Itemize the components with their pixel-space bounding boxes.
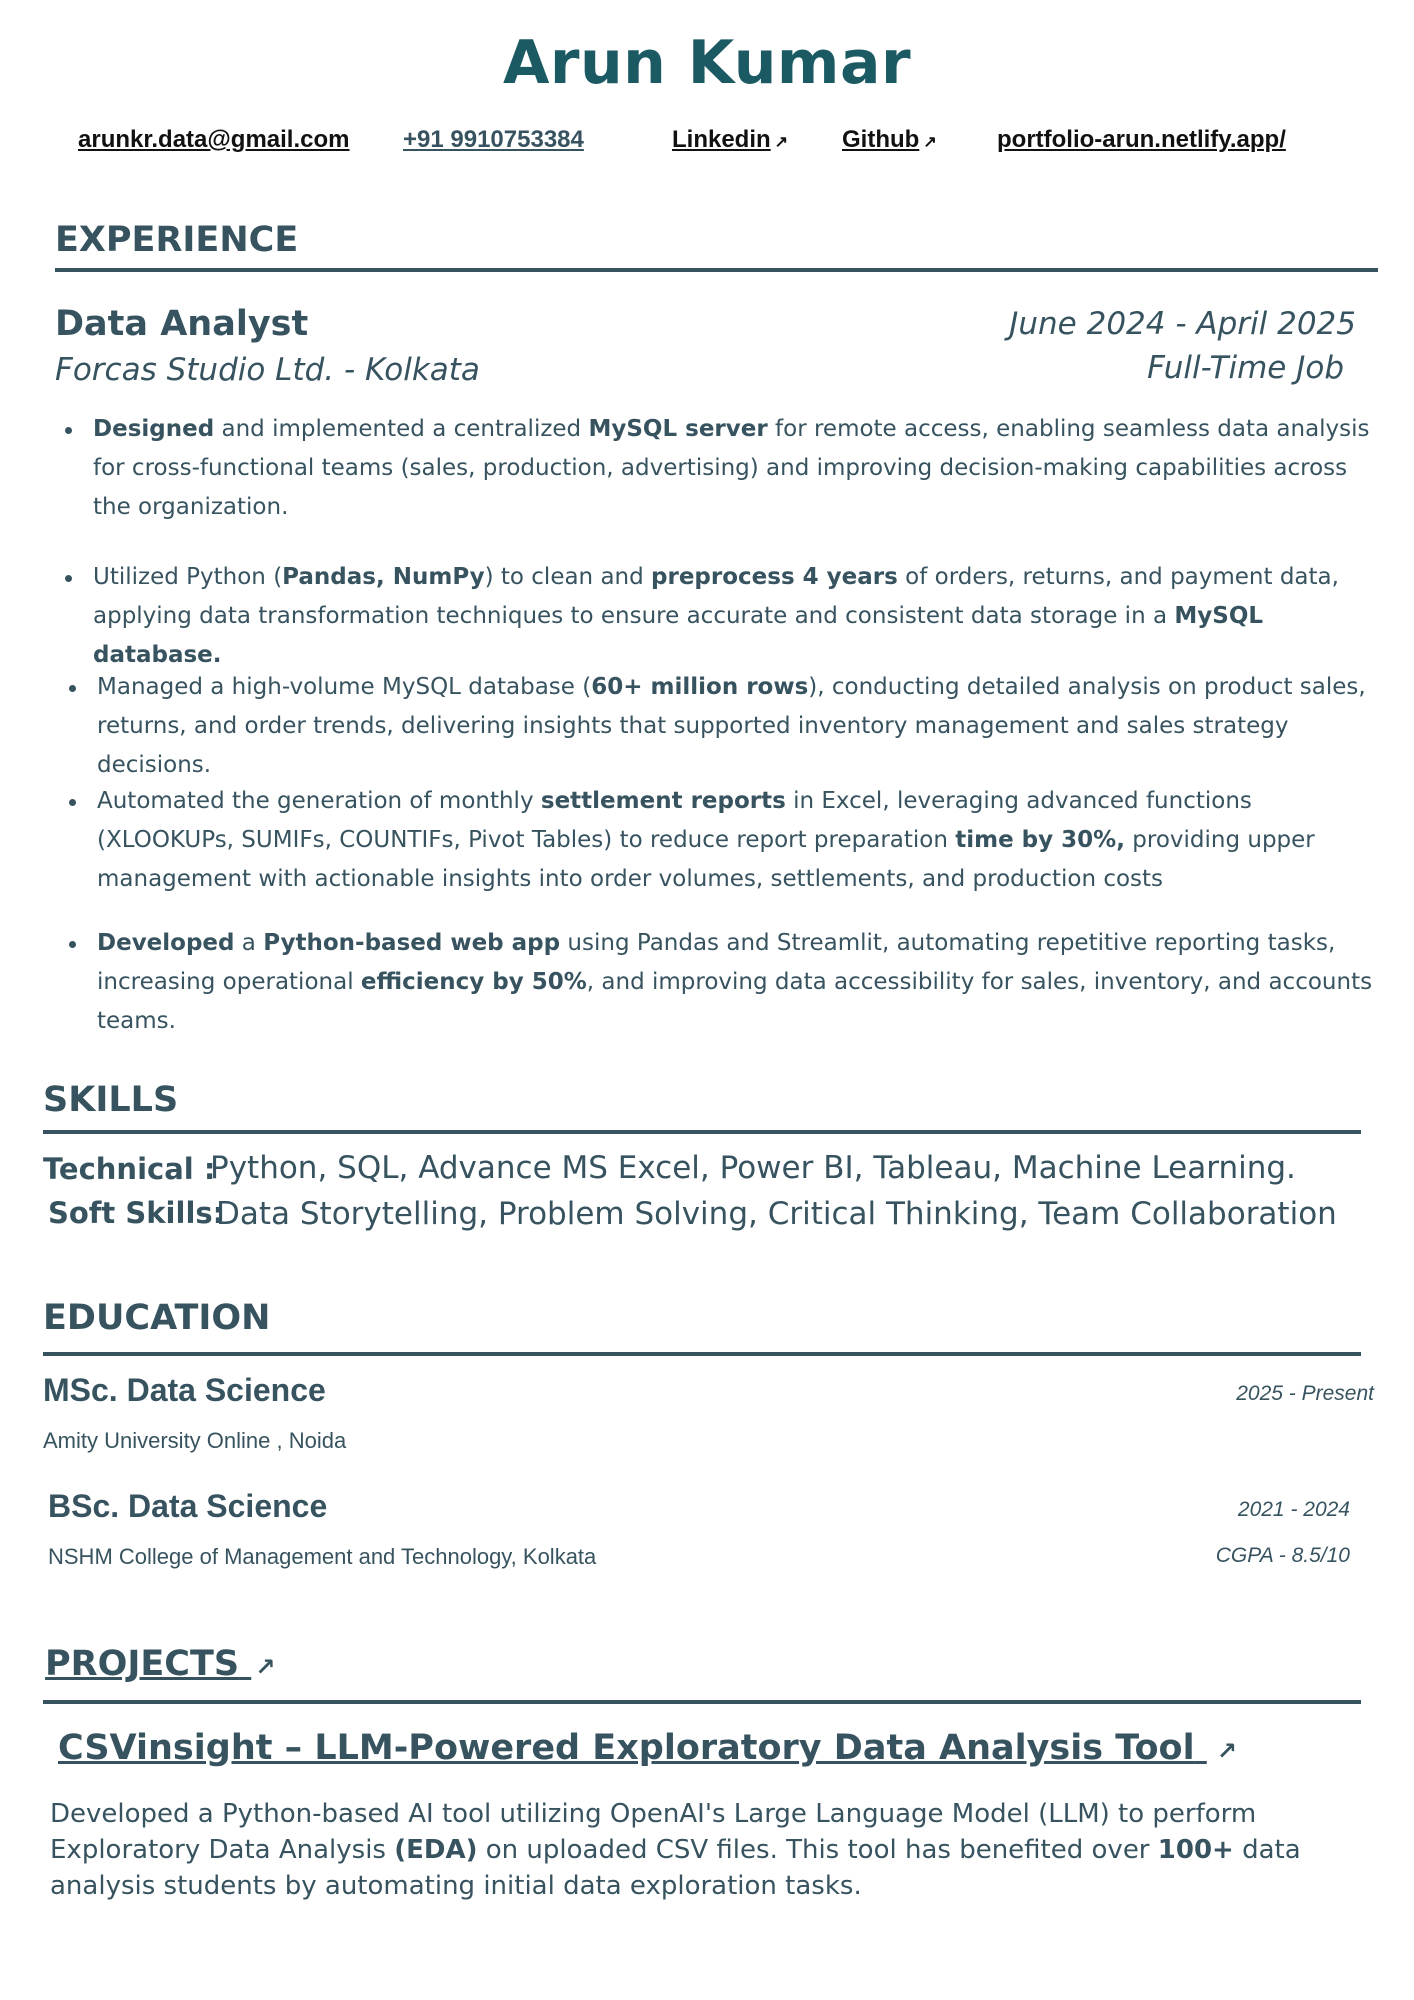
project-description-text-bold-run: 100+	[1157, 1835, 1234, 1865]
bullet-text-run: Automated the generation of monthly	[97, 788, 541, 814]
bullet-text-bold-run: preprocess 4 years	[651, 564, 898, 590]
experience-heading: EXPERIENCE	[55, 220, 299, 260]
experience-bullet	[97, 782, 1387, 899]
bullet-text-bold-run: 60+ million rows	[591, 674, 809, 700]
school-name: NSHM College of Management and Technology, Kolkata	[48, 1544, 597, 1569]
phone-text: +91 9910753384	[403, 126, 584, 153]
phone-link[interactable]	[403, 126, 584, 154]
project-description-text-run: data analysis students by automating initial data exploration tasks.	[50, 1835, 1301, 1901]
bullet-text-run: using Pandas and Streamlit, automating repetitive reporting tasks, increasing operational	[97, 930, 1336, 995]
job-type: Full-Time Job	[1147, 350, 1344, 386]
cgpa: CGPA - 8.5/10	[1215, 1544, 1350, 1567]
external-link-arrow-icon: ↗	[1216, 1737, 1237, 1765]
bullet-text-bold-run: settlement reports	[540, 788, 786, 814]
experience-divider	[55, 268, 1378, 272]
degree-title: BSc. Data Science	[48, 1488, 328, 1524]
projects-divider	[43, 1700, 1361, 1704]
bullet-text-bold-run: Developed	[97, 930, 235, 956]
education-heading: EDUCATION	[43, 1298, 271, 1338]
project-description-text-bold-run: (EDA)	[394, 1835, 478, 1865]
linkedin-text: Linkedin	[672, 126, 771, 153]
soft-skills-label: Soft Skills:	[48, 1196, 225, 1230]
github-text: Github	[842, 126, 920, 153]
bullet-text-run: and implemented a centralized	[214, 416, 589, 442]
bullet-text-bold-run: MySQL server	[588, 416, 768, 442]
company-name: Forcas Studio Ltd. - Kolkata	[55, 352, 480, 388]
soft-skills-value: Data Storytelling, Problem Solving, Critical Thinking, Team Collaboration	[216, 1196, 1337, 1232]
job-title: Data Analyst	[55, 304, 309, 344]
candidate-name: Arun Kumar	[502, 28, 912, 98]
project-title-link[interactable]	[58, 1728, 1237, 1768]
education-dates: 2025 - Present	[1236, 1382, 1374, 1405]
bullet-text-bold-run: Python-based web app	[263, 930, 561, 956]
bullet-text-bold-run: Designed	[93, 416, 215, 442]
bullet-text-run: , and improving data accessibility for sales, inventory, and accounts teams.	[97, 969, 1373, 1034]
bullet-text-run: ) to clean and	[484, 564, 652, 590]
email-link[interactable]	[78, 126, 350, 154]
bullet-text-run: Utilized Python (	[93, 564, 283, 590]
technical-skills-label: Technical :	[43, 1152, 216, 1186]
projects-heading-link[interactable]	[45, 1644, 275, 1684]
projects-heading: PROJECTS	[45, 1644, 240, 1684]
bullet-text-run: ), conducting detailed analysis on product sales, returns, and order trends, delivering insights that supported inventory management and sales strategy decisions.	[97, 674, 1366, 778]
experience-bullet	[93, 558, 1383, 675]
external-link-arrow-icon: ↗	[255, 1653, 276, 1681]
project-description-text-run: Developed a Python-based AI tool utilizing OpenAI's Large Language Model (LLM) to perform Exploratory Data Analysis	[50, 1799, 1257, 1865]
bullet-text-run: of orders, returns, and payment data, applying data transformation techniques to ensure accurate and consistent data storage in a	[93, 564, 1339, 629]
experience-bullet	[97, 924, 1387, 1041]
experience-bullet	[97, 668, 1397, 785]
experience-bullet	[93, 410, 1383, 527]
school-name: Amity University Online , Noida	[43, 1428, 347, 1453]
bullet-text-bold-run: time by 30%,	[955, 827, 1125, 853]
portfolio-link[interactable]	[997, 126, 1286, 154]
bullet-text-run: Managed a high-volume MySQL database (	[97, 674, 592, 700]
bullet-text-run: a	[234, 930, 264, 956]
bullet-text-bold-run: Pandas, NumPy	[282, 564, 485, 590]
portfolio-text: portfolio-arun.netlify.app/	[997, 126, 1286, 153]
education-dates: 2021 - 2024	[1237, 1498, 1350, 1521]
bullet-text-run: for remote access, enabling seamless data analysis for cross-functional teams (sales, production, advertising) and improving decision-making capabilities across the organization.	[93, 416, 1370, 520]
skills-heading: SKILLS	[43, 1080, 179, 1120]
bullet-text-run: in Excel, leveraging advanced functions (XLOOKUPs, SUMIFs, COUNTIFs, Pivot Tables) to reduce report preparation	[97, 788, 1252, 853]
external-link-arrow-icon: ↗	[774, 134, 789, 151]
bullet-text-run: providing upper management with actionable insights into order volumes, settlements, and production costs	[97, 827, 1315, 892]
project-title: CSVinsight – LLM-Powered Exploratory Data Analysis Tool	[58, 1728, 1195, 1768]
email-text: arunkr.data@gmail.com	[78, 126, 350, 153]
project-description	[50, 1796, 1370, 1904]
technical-skills-value: Python, SQL, Advance MS Excel, Power BI, Tableau, Machine Learning.	[210, 1150, 1296, 1186]
degree-title: MSc. Data Science	[43, 1372, 326, 1408]
education-divider	[43, 1352, 1361, 1356]
job-dates: June 2024 - April 2025	[1009, 306, 1356, 342]
external-link-arrow-icon: ↗	[923, 134, 937, 151]
bullet-text-bold-run: MySQL database.	[93, 603, 1264, 668]
project-description-text-run: on uploaded CSV files. This tool has benefited over	[477, 1835, 1158, 1865]
linkedin-link[interactable]	[672, 126, 788, 154]
github-link[interactable]	[842, 126, 937, 154]
bullet-text-bold-run: efficiency by 50%	[360, 969, 587, 995]
skills-divider	[43, 1130, 1361, 1134]
